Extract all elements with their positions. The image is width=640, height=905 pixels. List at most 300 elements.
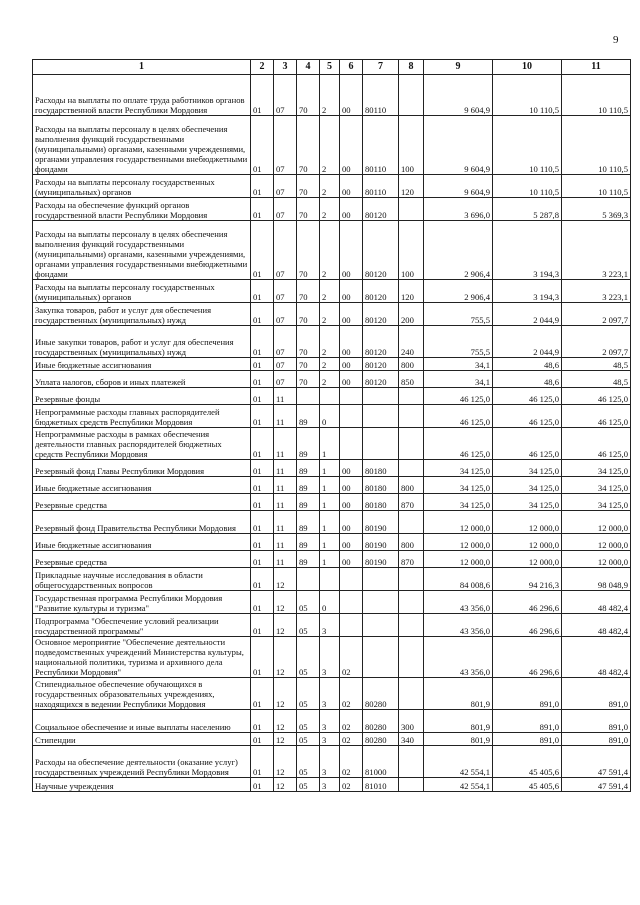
row-value-cell: 00 — [340, 477, 363, 494]
row-value-cell: 70 — [297, 116, 320, 175]
row-value-cell: 800 — [399, 534, 424, 551]
table-row — [33, 405, 631, 428]
row-value-cell: 755,5 — [424, 326, 493, 358]
row-value-cell: 01 — [251, 175, 274, 198]
row-value-cell: 47 591,4 — [562, 778, 631, 792]
row-value-cell: 89 — [297, 511, 320, 534]
row-value-cell: 46 125,0 — [562, 405, 631, 428]
row-value-cell: 01 — [251, 116, 274, 175]
row-value-cell: 05 — [297, 710, 320, 733]
row-value-cell: 46 125,0 — [562, 428, 631, 460]
row-value-cell: 34 125,0 — [493, 494, 562, 511]
row-value-cell: 5 369,3 — [562, 198, 631, 221]
row-name-cell: Основное мероприятие "Обеспечение деятельности подведомственных учреждений Министерства культуры, национальной политики, туризма и архивного дела Республики Мордовия" — [33, 637, 251, 678]
row-value-cell: 12 — [274, 778, 297, 792]
row-value-cell: 11 — [274, 534, 297, 551]
row-value-cell — [399, 511, 424, 534]
budget-table — [32, 59, 631, 792]
row-value-cell: 47 591,4 — [562, 746, 631, 778]
row-value-cell: 05 — [297, 733, 320, 746]
row-value-cell: 01 — [251, 710, 274, 733]
row-name-cell: Непрограммные расходы главных распорядителей бюджетных средств Республики Мордовия — [33, 405, 251, 428]
row-value-cell: 00 — [340, 371, 363, 388]
row-name-cell: Расходы на выплаты по оплате труда работников органов государственной власти Республики Мордовия — [33, 75, 251, 116]
row-value-cell: 94 216,3 — [493, 568, 562, 591]
row-value-cell: 891,0 — [493, 678, 562, 710]
row-value-cell: 07 — [274, 198, 297, 221]
row-value-cell: 89 — [297, 428, 320, 460]
row-value-cell — [363, 428, 399, 460]
row-value-cell: 00 — [340, 494, 363, 511]
table-row — [33, 303, 631, 326]
row-value-cell: 46 125,0 — [424, 405, 493, 428]
row-value-cell: 300 — [399, 710, 424, 733]
row-value-cell: 891,0 — [493, 710, 562, 733]
row-value-cell: 48,6 — [493, 371, 562, 388]
row-value-cell — [340, 405, 363, 428]
row-value-cell: 1 — [320, 460, 340, 477]
row-value-cell: 05 — [297, 678, 320, 710]
row-value-cell: 801,9 — [424, 678, 493, 710]
row-value-cell: 00 — [340, 116, 363, 175]
row-value-cell: 800 — [399, 477, 424, 494]
row-value-cell: 46 125,0 — [493, 388, 562, 405]
column-header-8: 8 — [399, 60, 424, 75]
table-row — [33, 477, 631, 494]
row-value-cell: 00 — [340, 198, 363, 221]
row-value-cell: 12 — [274, 637, 297, 678]
row-value-cell: 01 — [251, 371, 274, 388]
row-value-cell: 01 — [251, 778, 274, 792]
column-header-5: 5 — [320, 60, 340, 75]
row-value-cell: 2 — [320, 75, 340, 116]
row-value-cell: 01 — [251, 534, 274, 551]
table-row — [33, 388, 631, 405]
row-name-cell: Иные бюджетные ассигнования — [33, 477, 251, 494]
row-value-cell: 02 — [340, 678, 363, 710]
row-value-cell: 80110 — [363, 116, 399, 175]
row-name-cell: Расходы на выплаты персоналу государственных (муниципальных) органов — [33, 175, 251, 198]
table-row — [33, 358, 631, 371]
row-value-cell: 9 604,9 — [424, 75, 493, 116]
row-value-cell: 07 — [274, 326, 297, 358]
row-value-cell: 2 — [320, 358, 340, 371]
column-header-9: 9 — [424, 60, 493, 75]
row-value-cell: 10 110,5 — [562, 75, 631, 116]
row-name-cell: Закупка товаров, работ и услуг для обеспечения государственных (муниципальных) нужд — [33, 303, 251, 326]
table-row — [33, 494, 631, 511]
row-value-cell — [340, 591, 363, 614]
row-value-cell: 70 — [297, 198, 320, 221]
row-value-cell: 2 — [320, 280, 340, 303]
row-value-cell: 05 — [297, 614, 320, 637]
row-value-cell: 3 — [320, 678, 340, 710]
row-value-cell: 80280 — [363, 733, 399, 746]
row-value-cell — [340, 568, 363, 591]
row-value-cell — [320, 568, 340, 591]
table-header-row — [33, 60, 631, 75]
row-value-cell: 01 — [251, 326, 274, 358]
row-value-cell: 3 — [320, 733, 340, 746]
row-value-cell: 01 — [251, 388, 274, 405]
row-value-cell: 11 — [274, 551, 297, 568]
table-row — [33, 568, 631, 591]
row-value-cell: 48 482,4 — [562, 614, 631, 637]
row-value-cell: 870 — [399, 494, 424, 511]
row-value-cell: 81000 — [363, 746, 399, 778]
row-value-cell: 01 — [251, 494, 274, 511]
row-value-cell: 34 125,0 — [493, 460, 562, 477]
row-value-cell: 9 604,9 — [424, 116, 493, 175]
row-value-cell: 3 — [320, 637, 340, 678]
row-value-cell: 07 — [274, 75, 297, 116]
row-value-cell: 2 097,7 — [562, 303, 631, 326]
row-name-cell: Подпрограмма "Обеспечение условий реализации государственной программы" — [33, 614, 251, 637]
row-value-cell: 01 — [251, 198, 274, 221]
row-value-cell: 80120 — [363, 326, 399, 358]
row-value-cell: 70 — [297, 280, 320, 303]
table-row — [33, 534, 631, 551]
row-value-cell: 12 000,0 — [424, 511, 493, 534]
row-value-cell: 43 356,0 — [424, 637, 493, 678]
row-value-cell: 01 — [251, 280, 274, 303]
row-value-cell: 10 110,5 — [493, 175, 562, 198]
row-value-cell: 34 125,0 — [424, 477, 493, 494]
row-value-cell: 100 — [399, 221, 424, 280]
row-value-cell: 80110 — [363, 175, 399, 198]
row-value-cell: 120 — [399, 175, 424, 198]
row-name-cell: Резервные фонды — [33, 388, 251, 405]
column-header-7: 7 — [363, 60, 399, 75]
table-row — [33, 460, 631, 477]
table-row — [33, 371, 631, 388]
row-value-cell — [363, 591, 399, 614]
row-value-cell: 3 — [320, 746, 340, 778]
row-value-cell: 3 — [320, 710, 340, 733]
row-value-cell: 12 — [274, 678, 297, 710]
row-value-cell: 05 — [297, 746, 320, 778]
row-value-cell: 80190 — [363, 534, 399, 551]
row-value-cell: 46 125,0 — [493, 405, 562, 428]
table-row — [33, 221, 631, 280]
row-value-cell: 12 000,0 — [424, 534, 493, 551]
row-value-cell: 870 — [399, 551, 424, 568]
row-value-cell: 3 223,1 — [562, 280, 631, 303]
row-value-cell: 42 554,1 — [424, 778, 493, 792]
row-value-cell: 01 — [251, 428, 274, 460]
row-value-cell: 05 — [297, 778, 320, 792]
row-value-cell: 46 125,0 — [424, 428, 493, 460]
row-value-cell: 00 — [340, 358, 363, 371]
row-value-cell: 70 — [297, 75, 320, 116]
table-row — [33, 326, 631, 358]
row-name-cell: Расходы на выплаты персоналу в целях обеспечения выполнения функций государственными (муниципальными) органами, казенными учреждениями, органами управления государственными внебюджетными фондами — [33, 221, 251, 280]
table-row — [33, 710, 631, 733]
row-value-cell: 80190 — [363, 511, 399, 534]
row-value-cell: 80120 — [363, 371, 399, 388]
row-value-cell: 02 — [340, 778, 363, 792]
row-value-cell: 02 — [340, 746, 363, 778]
row-value-cell: 80180 — [363, 477, 399, 494]
row-value-cell: 80110 — [363, 75, 399, 116]
row-value-cell: 01 — [251, 746, 274, 778]
row-value-cell: 70 — [297, 326, 320, 358]
row-value-cell — [340, 428, 363, 460]
row-value-cell: 00 — [340, 534, 363, 551]
row-value-cell: 48 482,4 — [562, 637, 631, 678]
row-value-cell: 3 223,1 — [562, 221, 631, 280]
row-value-cell: 01 — [251, 405, 274, 428]
row-value-cell: 80280 — [363, 678, 399, 710]
row-value-cell: 05 — [297, 591, 320, 614]
table-row — [33, 75, 631, 116]
row-value-cell: 120 — [399, 280, 424, 303]
row-value-cell: 80120 — [363, 280, 399, 303]
row-value-cell: 12 000,0 — [493, 534, 562, 551]
row-value-cell: 2 — [320, 198, 340, 221]
row-value-cell: 46 296,6 — [493, 614, 562, 637]
row-value-cell: 34 125,0 — [493, 477, 562, 494]
row-value-cell: 01 — [251, 511, 274, 534]
page-number: 9 — [613, 34, 619, 46]
row-value-cell: 34 125,0 — [424, 494, 493, 511]
row-value-cell: 34 125,0 — [562, 477, 631, 494]
row-value-cell: 10 110,5 — [493, 116, 562, 175]
row-value-cell: 00 — [340, 221, 363, 280]
row-value-cell: 2 906,4 — [424, 221, 493, 280]
row-value-cell: 46 296,6 — [493, 591, 562, 614]
row-value-cell: 80180 — [363, 460, 399, 477]
row-value-cell: 07 — [274, 175, 297, 198]
row-value-cell: 200 — [399, 303, 424, 326]
row-value-cell: 11 — [274, 460, 297, 477]
row-value-cell: 1 — [320, 428, 340, 460]
row-value-cell: 34,1 — [424, 371, 493, 388]
column-header-6: 6 — [340, 60, 363, 75]
row-value-cell: 81010 — [363, 778, 399, 792]
row-value-cell: 43 356,0 — [424, 591, 493, 614]
row-value-cell: 00 — [340, 280, 363, 303]
row-value-cell: 1 — [320, 511, 340, 534]
row-value-cell: 12 000,0 — [424, 551, 493, 568]
row-value-cell: 98 048,9 — [562, 568, 631, 591]
row-value-cell: 07 — [274, 221, 297, 280]
row-value-cell: 80120 — [363, 221, 399, 280]
row-value-cell: 02 — [340, 710, 363, 733]
row-value-cell: 01 — [251, 551, 274, 568]
row-value-cell: 89 — [297, 494, 320, 511]
row-value-cell: 10 110,5 — [562, 116, 631, 175]
row-value-cell — [363, 637, 399, 678]
row-value-cell: 84 008,6 — [424, 568, 493, 591]
row-value-cell: 07 — [274, 116, 297, 175]
row-value-cell: 48,5 — [562, 371, 631, 388]
row-value-cell: 00 — [340, 551, 363, 568]
row-value-cell: 3 696,0 — [424, 198, 493, 221]
row-value-cell — [399, 405, 424, 428]
row-value-cell — [363, 568, 399, 591]
row-value-cell: 89 — [297, 477, 320, 494]
row-value-cell: 01 — [251, 477, 274, 494]
row-value-cell: 45 405,6 — [493, 746, 562, 778]
row-name-cell: Резервный фонд Правительства Республики Мордовия — [33, 511, 251, 534]
row-value-cell: 42 554,1 — [424, 746, 493, 778]
row-value-cell — [399, 778, 424, 792]
row-value-cell: 01 — [251, 678, 274, 710]
row-value-cell — [399, 678, 424, 710]
row-name-cell: Иные бюджетные ассигнования — [33, 534, 251, 551]
row-value-cell: 12 — [274, 710, 297, 733]
row-name-cell: Непрограммные расходы в рамках обеспечения деятельности главных распорядителей бюджетных средств Республики Мордовия — [33, 428, 251, 460]
row-value-cell: 3 194,3 — [493, 280, 562, 303]
row-name-cell: Резервные средства — [33, 551, 251, 568]
row-value-cell: 43 356,0 — [424, 614, 493, 637]
row-value-cell: 46 125,0 — [562, 388, 631, 405]
row-value-cell — [399, 591, 424, 614]
row-value-cell: 3 — [320, 778, 340, 792]
row-name-cell: Расходы на обеспечение деятельности (оказание услуг) государственных учреждений Республики Мордовия — [33, 746, 251, 778]
table-row — [33, 198, 631, 221]
row-value-cell: 1 — [320, 551, 340, 568]
row-value-cell: 48,5 — [562, 358, 631, 371]
row-value-cell: 891,0 — [562, 678, 631, 710]
row-value-cell: 891,0 — [562, 733, 631, 746]
row-value-cell: 891,0 — [493, 733, 562, 746]
row-value-cell: 80190 — [363, 551, 399, 568]
row-value-cell — [363, 388, 399, 405]
row-value-cell: 340 — [399, 733, 424, 746]
row-value-cell — [363, 405, 399, 428]
row-value-cell — [399, 614, 424, 637]
row-value-cell — [340, 614, 363, 637]
row-value-cell: 12 000,0 — [493, 551, 562, 568]
row-value-cell: 891,0 — [562, 710, 631, 733]
row-value-cell: 89 — [297, 460, 320, 477]
row-value-cell: 850 — [399, 371, 424, 388]
row-value-cell: 12 — [274, 591, 297, 614]
row-value-cell — [320, 388, 340, 405]
row-value-cell: 00 — [340, 460, 363, 477]
row-value-cell: 00 — [340, 511, 363, 534]
row-value-cell: 1 — [320, 477, 340, 494]
row-value-cell — [297, 388, 320, 405]
table-row — [33, 614, 631, 637]
row-value-cell: 11 — [274, 511, 297, 534]
row-value-cell — [363, 614, 399, 637]
row-value-cell: 2 — [320, 371, 340, 388]
row-value-cell: 12 — [274, 614, 297, 637]
row-value-cell: 11 — [274, 494, 297, 511]
row-value-cell: 80120 — [363, 303, 399, 326]
row-value-cell: 01 — [251, 733, 274, 746]
table-row — [33, 551, 631, 568]
table-row — [33, 733, 631, 746]
row-name-cell: Научные учреждения — [33, 778, 251, 792]
table-row — [33, 778, 631, 792]
row-value-cell: 70 — [297, 303, 320, 326]
row-value-cell: 240 — [399, 326, 424, 358]
row-value-cell: 07 — [274, 280, 297, 303]
row-value-cell: 9 604,9 — [424, 175, 493, 198]
row-value-cell: 01 — [251, 460, 274, 477]
table-row — [33, 428, 631, 460]
column-header-4: 4 — [297, 60, 320, 75]
row-value-cell: 34 125,0 — [562, 494, 631, 511]
row-value-cell: 12 000,0 — [562, 511, 631, 534]
row-value-cell: 10 110,5 — [493, 75, 562, 116]
row-value-cell: 1 — [320, 534, 340, 551]
row-value-cell: 2 — [320, 116, 340, 175]
column-header-2: 2 — [251, 60, 274, 75]
row-value-cell: 48,6 — [493, 358, 562, 371]
row-name-cell: Социальное обеспечение и иные выплаты населению — [33, 710, 251, 733]
row-name-cell: Государственная программа Республики Мордовия "Развитие культуры и туризма" — [33, 591, 251, 614]
row-value-cell: 48 482,4 — [562, 591, 631, 614]
row-value-cell: 3 194,3 — [493, 221, 562, 280]
row-value-cell: 70 — [297, 358, 320, 371]
row-name-cell: Иные закупки товаров, работ и услуг для обеспечения государственных (муниципальных) нужд — [33, 326, 251, 358]
row-value-cell: 3 — [320, 614, 340, 637]
row-value-cell — [399, 388, 424, 405]
row-value-cell — [297, 568, 320, 591]
row-value-cell: 45 405,6 — [493, 778, 562, 792]
row-value-cell: 70 — [297, 221, 320, 280]
row-value-cell: 89 — [297, 405, 320, 428]
row-value-cell: 89 — [297, 551, 320, 568]
column-header-3: 3 — [274, 60, 297, 75]
row-value-cell: 00 — [340, 303, 363, 326]
row-name-cell: Стипендии — [33, 733, 251, 746]
row-value-cell: 755,5 — [424, 303, 493, 326]
row-value-cell: 34 125,0 — [424, 460, 493, 477]
row-value-cell: 11 — [274, 428, 297, 460]
row-value-cell — [399, 460, 424, 477]
row-value-cell: 11 — [274, 388, 297, 405]
row-value-cell: 34,1 — [424, 358, 493, 371]
row-value-cell: 2 — [320, 303, 340, 326]
row-value-cell: 5 287,8 — [493, 198, 562, 221]
row-value-cell: 01 — [251, 568, 274, 591]
table-row — [33, 511, 631, 534]
row-value-cell: 2 906,4 — [424, 280, 493, 303]
row-value-cell: 02 — [340, 637, 363, 678]
row-value-cell — [399, 568, 424, 591]
row-name-cell: Расходы на обеспечение функций органов государственной власти Республики Мордовия — [33, 198, 251, 221]
column-header-10: 10 — [493, 60, 562, 75]
table-row — [33, 591, 631, 614]
row-value-cell: 01 — [251, 637, 274, 678]
table-row — [33, 175, 631, 198]
row-value-cell: 11 — [274, 405, 297, 428]
row-value-cell: 12 — [274, 733, 297, 746]
row-name-cell: Расходы на выплаты персоналу в целях обеспечения выполнения функций государственными (муниципальными) органами, казенными учреждениями, органами управления государственными внебюджетными фондами — [33, 116, 251, 175]
row-value-cell — [399, 428, 424, 460]
row-value-cell: 2 044,9 — [493, 326, 562, 358]
row-value-cell: 70 — [297, 371, 320, 388]
table-row — [33, 746, 631, 778]
row-value-cell: 46 296,6 — [493, 637, 562, 678]
row-value-cell: 2 097,7 — [562, 326, 631, 358]
row-name-cell: Уплата налогов, сборов и иных платежей — [33, 371, 251, 388]
row-value-cell: 800 — [399, 358, 424, 371]
row-value-cell: 89 — [297, 534, 320, 551]
row-value-cell: 0 — [320, 405, 340, 428]
row-name-cell: Резервный фонд Главы Республики Мордовия — [33, 460, 251, 477]
row-name-cell: Резервные средства — [33, 494, 251, 511]
row-value-cell: 05 — [297, 637, 320, 678]
row-value-cell: 80120 — [363, 198, 399, 221]
row-value-cell: 02 — [340, 733, 363, 746]
